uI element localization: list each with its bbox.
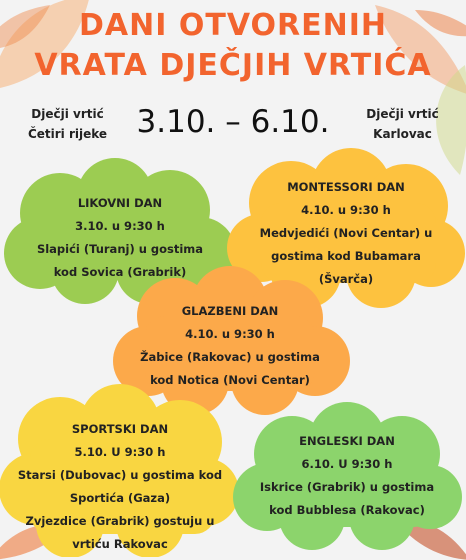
event-time: 6.10. U 9:30 h	[301, 457, 393, 471]
event-line: Iskrice (Grabrik) u gostima	[259, 480, 435, 494]
event-line: vrtiću Rakovac	[72, 537, 168, 551]
event-title: SPORTSKI DAN	[71, 422, 169, 436]
right-kindergarten-line-1: Dječji vrtić	[366, 107, 439, 121]
event-title: LIKOVNI DAN	[77, 196, 163, 210]
event-glazbeni	[115, 300, 345, 392]
event-line: Slapići (Turanj) u gostima	[36, 242, 204, 256]
event-sportski	[2, 418, 238, 556]
left-kindergarten-line-1: Dječji vrtić	[31, 107, 104, 121]
right-kindergarten	[355, 104, 450, 144]
event-time: 5.10. U 9:30 h	[74, 445, 166, 459]
event-time: 4.10. u 9:30 h	[185, 327, 275, 341]
event-line: (Švarča)	[318, 272, 374, 286]
event-title: GLAZBENI DAN	[181, 304, 279, 318]
event-time: 3.10. u 9:30 h	[75, 219, 165, 233]
event-line: Starsi (Dubovac) u gostima kod	[17, 468, 223, 482]
event-line: Zvjezdice (Grabrik) gostuju u	[25, 514, 215, 528]
left-kindergarten-line-2: Četiri rijeke	[27, 127, 108, 141]
title-line-1: DANI OTVORENIH	[79, 8, 387, 43]
event-dates: 3.10. – 6.10.	[136, 104, 330, 140]
title-line-2: VRATA DJEČJIH VRTIĆA	[34, 48, 432, 83]
event-line: kod Bubblesa (Rakovac)	[269, 503, 425, 517]
event-time: 4.10. u 9:30 h	[301, 203, 391, 217]
event-line: Žabice (Rakovac) u gostima	[140, 350, 320, 364]
event-line: Medvjedići (Novi Centar) u	[259, 226, 433, 240]
event-line: gostima kod Bubamara	[271, 249, 421, 263]
right-kindergarten-line-2: Karlovac	[373, 127, 432, 141]
event-line: kod Notica (Novi Centar)	[150, 373, 310, 387]
event-line: Sportića (Gaza)	[69, 491, 171, 505]
event-engleski	[234, 430, 460, 522]
event-line: kod Sovica (Grabrik)	[53, 265, 187, 279]
event-title: ENGLESKI DAN	[299, 434, 395, 448]
event-title: MONTESSORI DAN	[287, 180, 405, 194]
